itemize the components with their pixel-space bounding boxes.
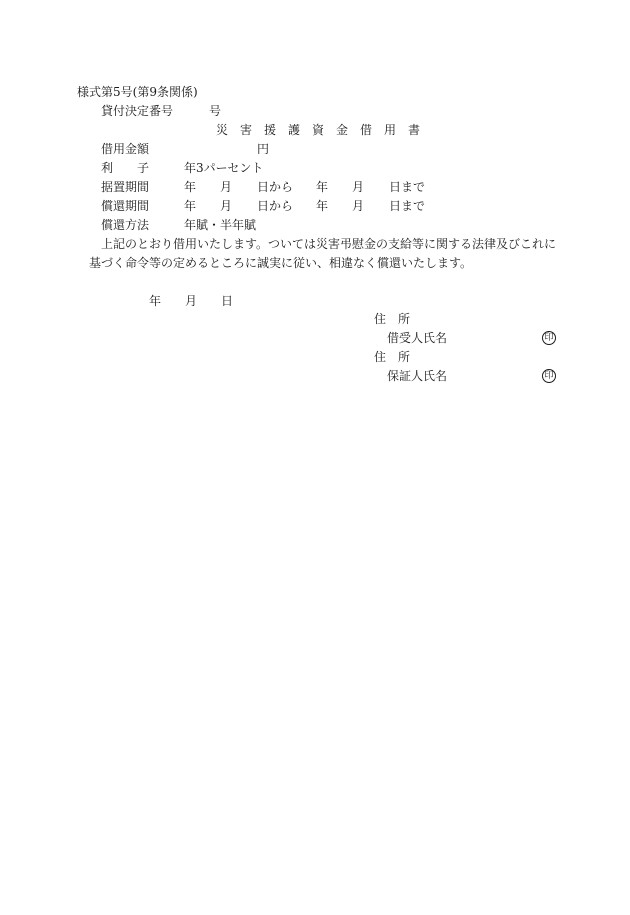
- repayment-method-value: 年賦・半年賦: [184, 218, 257, 232]
- interest-label-b: 子: [137, 161, 150, 175]
- repayment-end-day: 日まで: [389, 199, 426, 213]
- borrower-address-label-b: 所: [398, 312, 411, 326]
- repayment-start-month: 月: [220, 199, 233, 213]
- title-char: 書: [408, 123, 421, 137]
- deferment-end-year: 年: [316, 180, 329, 194]
- repayment-start-day: 日から: [257, 199, 294, 213]
- title-char: 災: [216, 123, 229, 137]
- body-line-2: 基づく命令等の定めるところに誠実に従い、相違なく償還いたします。: [89, 256, 473, 270]
- repayment-method-label: 償還方法: [101, 218, 150, 232]
- guarantor-name-label: 保証人氏名: [387, 369, 448, 383]
- interest-value: 年3パーセント: [184, 161, 264, 175]
- guarantor-address-label-b: 所: [398, 350, 411, 364]
- deferment-end-day: 日まで: [389, 180, 426, 194]
- borrower-seal-icon: 印: [542, 331, 556, 345]
- title-char: 害: [240, 123, 253, 137]
- repayment-end-month: 月: [352, 199, 365, 213]
- guarantor-seal-icon: 印: [542, 369, 556, 383]
- title-char: 援: [264, 123, 277, 137]
- title-char: 資: [312, 123, 325, 137]
- repayment-start-year: 年: [184, 199, 197, 213]
- title-char: 金: [336, 123, 349, 137]
- date-day: 日: [221, 294, 234, 308]
- deferment-start-month: 月: [220, 180, 233, 194]
- interest-label-a: 利: [101, 161, 114, 175]
- loan-amount-label: 借用金額: [101, 142, 150, 156]
- repayment-end-year: 年: [316, 199, 329, 213]
- deferment-start-year: 年: [184, 180, 197, 194]
- loan-amount-unit: 円: [257, 142, 270, 156]
- deferment-start-day: 日から: [257, 180, 294, 194]
- borrower-address-label-a: 住: [374, 312, 387, 326]
- borrower-name-label: 借受人氏名: [387, 331, 448, 345]
- repayment-period-label: 償還期間: [101, 199, 150, 213]
- date-month: 月: [185, 294, 198, 308]
- date-year: 年: [149, 294, 162, 308]
- decision-number-label: 貸付決定番号: [101, 104, 174, 118]
- decision-number-suffix: 号: [209, 104, 222, 118]
- guarantor-address-label-a: 住: [374, 350, 387, 364]
- title-char: 護: [288, 123, 301, 137]
- deferment-period-label: 据置期間: [101, 180, 150, 194]
- form-header: 様式第5号(第9条関係): [77, 85, 198, 99]
- title-char: 借: [360, 123, 373, 137]
- deferment-end-month: 月: [352, 180, 365, 194]
- title-char: 用: [384, 123, 397, 137]
- body-line-1: 上記のとおり借用いたします。ついては災害弔慰金の支給等に関する法律及びこれに: [101, 237, 557, 251]
